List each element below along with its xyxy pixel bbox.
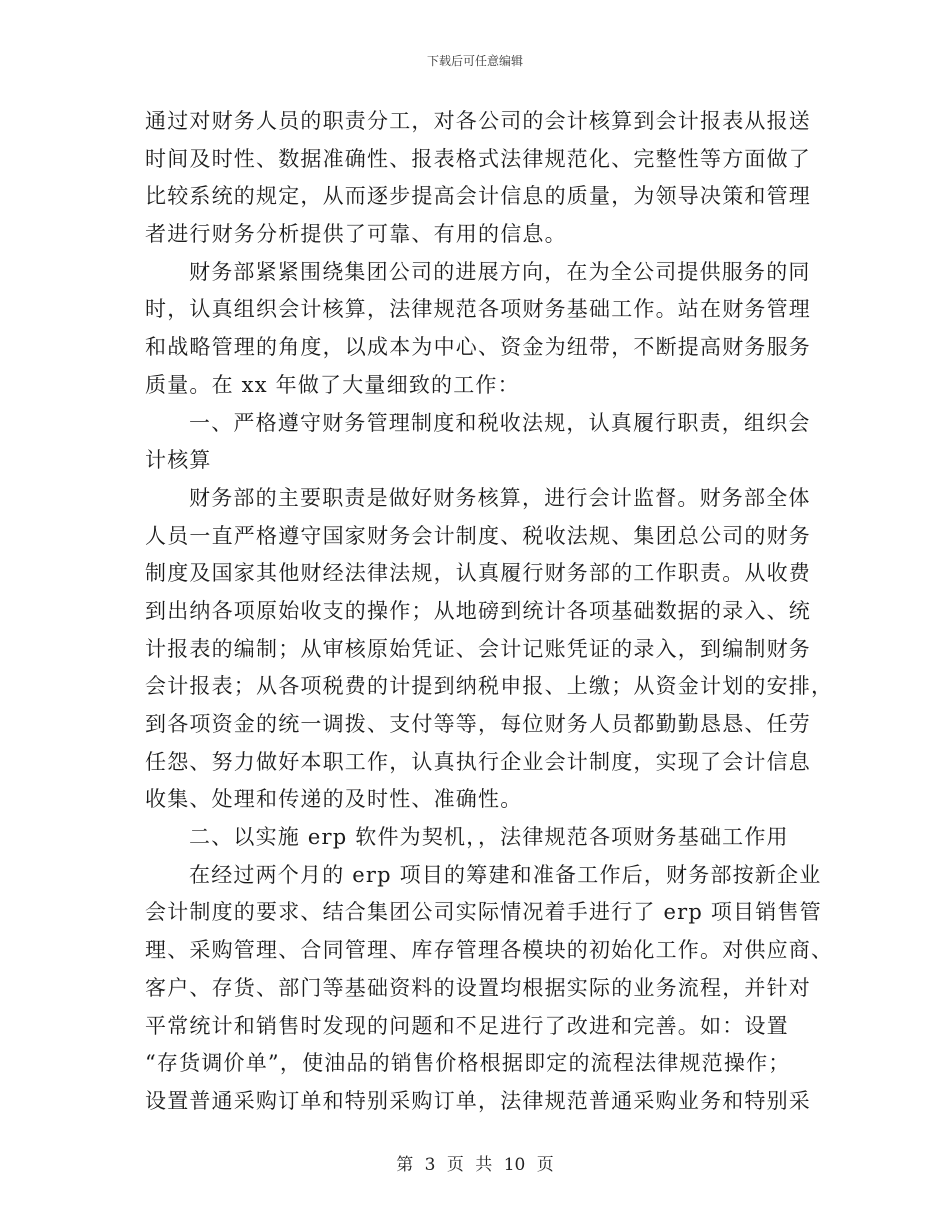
text-line: 设置普通采购订单和特别采购订单，法律规范普通采购业务和特别采	[145, 1088, 811, 1113]
text-line: 收集、处理和传递的及时性、准确性。	[145, 787, 523, 812]
text-line: 到出纳各项原始收支的操作；从地磅到统计各项基础数据的录入、统	[145, 598, 811, 623]
text-line: 理、采购管理、合同管理、库存管理各模块的初始化工作。对供应商、	[145, 938, 834, 963]
text-line: 者进行财务分析提供了可靠、有用的信息。	[145, 222, 567, 247]
document-body	[145, 103, 834, 1121]
text-line: 任怨、努力做好本职工作，认真执行企业会计制度，实现了会计信息	[145, 749, 811, 774]
text-line: 会计报表；从各项税费的计提到纳税申报、上缴；从资金计划的安排，	[145, 674, 834, 699]
text-line: 平常统计和销售时发现的问题和不足进行了改进和完善。如：设置	[145, 1013, 789, 1038]
text-line: “存货调价单”，使油品的销售价格根据即定的流程法律规范操作；	[145, 1051, 791, 1076]
text-line: 计核算	[145, 448, 212, 473]
text-line: 比较系统的规定，从而逐步提高会计信息的质量，为领导决策和管理	[145, 184, 811, 209]
page-number: 第 3 页 共 10 页	[396, 1155, 554, 1175]
text-line: 到各项资金的统一调拨、支付等等，每位财务人员都勤勤恳恳、任劳	[145, 712, 811, 736]
text-line: 财务部紧紧围绕集团公司的进展方向，在为全公司提供服务的同	[189, 259, 811, 284]
text-line: 二、以实施 erp 软件为契机，，法律规范各项财务基础工作用	[189, 825, 789, 850]
text-line: 制度及国家其他财经法律法规，认真履行财务部的工作职责。从收费	[145, 561, 811, 586]
text-line: 时间及时性、数据准确性、报表格式法律规范化、完整性等方面做了	[145, 146, 811, 171]
text-line: 客户、存货、部门等基础资料的设置均根据实际的业务流程，并针对	[145, 975, 811, 1000]
text-line: 人员一直严格遵守国家财务会计制度、税收法规、集团总公司的财务	[145, 523, 811, 548]
text-line: 和战略管理的角度，以成本为中心、资金为纽带，不断提高财务服务	[145, 335, 811, 360]
text-line: 计报表的编制；从审核原始凭证、会计记账凭证的录入，到编制财务	[145, 636, 811, 661]
text-line: 财务部的主要职责是做好财务核算，进行会计监督。财务部全体	[189, 485, 811, 510]
text-line: 一、严格遵守财务管理制度和税收法规，认真履行职责，组织会	[189, 410, 811, 435]
text-line: 质量。在 xx 年做了大量细致的工作：	[145, 372, 520, 397]
text-line: 时，认真组织会计核算，法律规范各项财务基础工作。站在财务管理	[145, 297, 811, 322]
page-header-note: 下载后可任意编辑	[426, 54, 523, 68]
text-line: 会计制度的要求、结合集团公司实际情况着手进行了 erp 项目销售管	[145, 900, 822, 925]
text-line: 通过对财务人员的职责分工，对各公司的会计核算到会计报表从报送	[145, 109, 811, 133]
text-line: 在经过两个月的 erp 项目的筹建和准备工作后，财务部按新企业	[189, 862, 822, 887]
